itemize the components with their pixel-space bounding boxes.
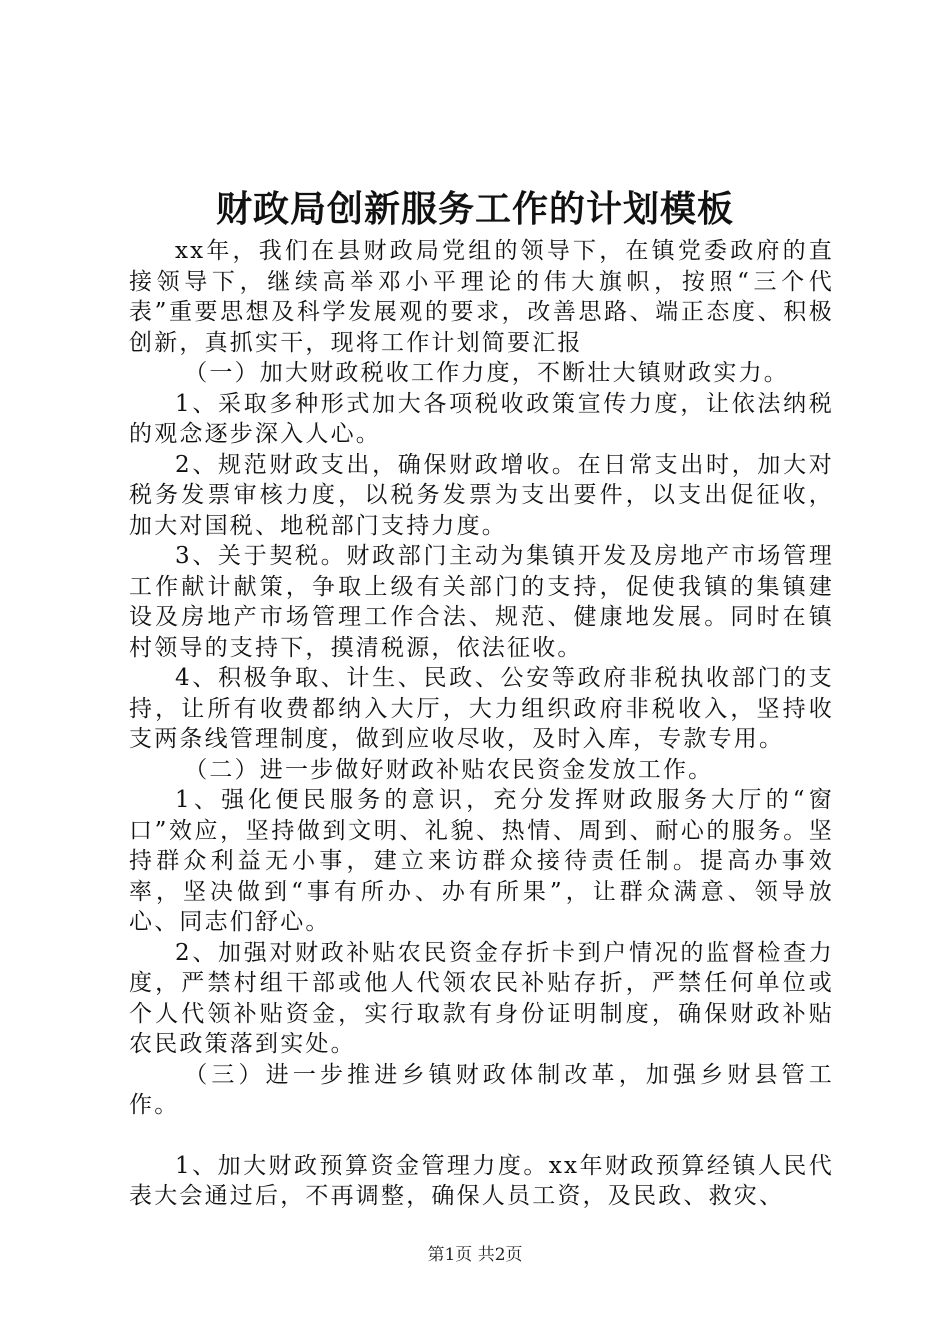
paragraph-1-4: 4、积极争取、计生、民政、公安等政府非税执收部门的支持，让所有收费都纳入大厅，大力组织政府非税收入，坚持收支两条线管理制度，做到应收尽收，及时入库，专款专用。 [129,665,834,752]
section-heading-2: （二）进一步做好财政补贴农民资金发放工作。 [184,756,714,783]
paragraph-2-1: 1、强化便民服务的意识，充分发挥财政服务大厅的“窗口”效应，坚持做到文明、礼貌、热情、周到、耐心的服务。坚持群众利益无小事，建立来访群众接待责任制。提高办事效率，坚决做到“事有所办、办有所果”，让群众满意、领导放心、同志们舒心。 [129,787,834,935]
page-footer: 第1页 共2页 [427,1245,523,1265]
paragraph-spacer [129,1121,834,1151]
paragraph-1-2: 2、规范财政支出，确保财政增收。在日常支出时，加大对税务发票审核力度，以税务发票为支出要件，以支出促征收，加大对国税、地税部门支持力度。 [129,451,834,539]
document-body [129,236,834,1212]
paragraph-1-1: 1、采取多种形式加大各项税收政策宣传力度，让依法纳税的观念逐步深入人心。 [129,390,834,447]
section-heading-1: （一）加大财政税收工作力度，不断壮大镇财政实力。 [184,360,789,386]
paragraph-intro: xx年，我们在县财政局党组的领导下，在镇党委政府的直接领导下，继续高举邓小平理论的伟大旗帜，按照“三个代表”重要思想及科学发展观的要求，改善思路、端正态度、积极创新，真抓实干，现将工作计划简要汇报 [129,238,834,356]
paragraph-2-2: 2、加强对财政补贴农民资金存折卡到户情况的监督检查力度，严禁村组干部或他人代领农民补贴存折，严禁任何单位或个人代领补贴资金，实行取款有身份证明制度，确保财政补贴农民政策落到实处。 [129,939,834,1057]
section-heading-3: （三）进一步推进乡镇财政体制改革，加强乡财县管工作。 [129,1061,834,1118]
paragraph-1-3: 3、关于契税。财政部门主动为集镇开发及房地产市场管理工作献计献策，争取上级有关部门的支持，促使我镇的集镇建设及房地产市场管理工作合法、规范、健康地发展。同时在镇村领导的支持下，摸清税源，依法征收。 [129,543,834,661]
paragraph-3-1: 1、加大财政预算资金管理力度。xx年财政预算经镇人民代表大会通过后，不再调整，确保人员工资，及民政、救灾、 [129,1152,834,1209]
document-title: 财政局创新服务工作的计划模板 [215,189,734,230]
